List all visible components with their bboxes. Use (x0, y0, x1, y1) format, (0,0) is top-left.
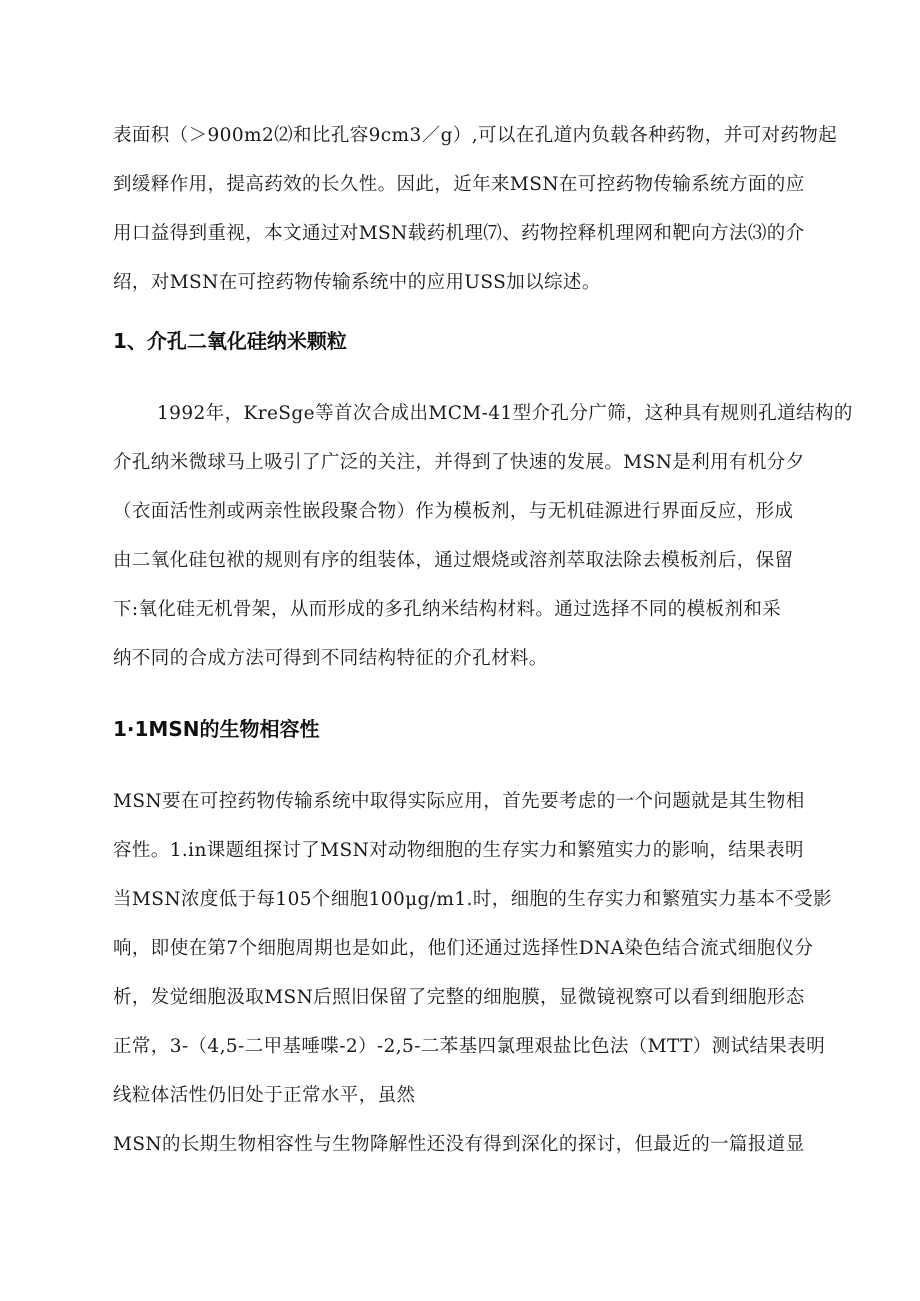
text-line: 纳不同的合成方法可得到不同结构特征的介孔材料。 (113, 648, 548, 669)
text-line: 1992年，KreSge等首次合成出MCM-41型介孔分广筛，这种具有规则孔道结构的 (157, 403, 853, 424)
subsection-heading: 1·1MSN的生物相容性 (113, 717, 320, 741)
paragraph-surface-area (113, 111, 838, 307)
text-line: （衣面活性剂或两亲性嵌段聚合物）作为模板剂，与无机硅源进行界面反应，形成 (113, 501, 794, 522)
text-line: 下:氧化硅无机骨架，从而形成的多孔纳米结构材料。通过选择不同的模板剂和采 (113, 599, 782, 620)
text-line: 绍，对MSN在可控药物传输系统中的应用USS加以综述。 (113, 272, 601, 293)
text-line: MSN要在可控药物传输系统中取得实际应用，首先要考虑的一个问题就是其生物相 (113, 791, 805, 812)
text-line: 到缓释作用，提高药效的长久性。因此，近年来MSN在可控药物传输系统方面的应 (113, 174, 805, 195)
text-line: 当MSN浓度低于每105个细胞100μg/m1.时，细胞的生存实力和繁殖实力基本不受影 (113, 889, 832, 910)
text-line: 用口益得到重视，本文通过对MSN载药机理⑺、药物控释机理网和靶向方法⑶的介 (113, 223, 805, 244)
paragraph-biocompatibility (113, 777, 833, 1169)
text-line: 正常，3-（4,5-二甲基唾喋-2）-2,5-二苯基四氯理艰盐比色法（MTT）测试结果表明 (113, 1036, 826, 1057)
text-line: 由二氧化硅包袱的规则有序的组装体，通过煨烧或溶剂萃取法除去模板剂后，保留 (113, 550, 794, 571)
section-heading: 1、介孔二氧化硅纳米颗粒 (113, 329, 347, 353)
text-line: MSN的长期生物相容性与生物降解性还没有得到深化的探讨，但最近的一篇报道显 (113, 1134, 805, 1155)
text-line: 线粒体活性仍旧处于正常水平，虽然 (113, 1085, 416, 1106)
text-line: 析，发觉细胞汲取MSN后照旧保留了完整的细胞膜，显微镜视察可以看到细胞形态 (113, 987, 805, 1008)
text-line: 容性。1.in课题组探讨了MSN对动物细胞的生存实力和繁殖实力的影响，结果表明 (113, 840, 804, 861)
text-line: 介孔纳米微球马上吸引了广泛的关注，并得到了快速的发展。MSN是利用有机分夕 (113, 452, 805, 473)
paragraph-msn-synthesis (113, 389, 853, 683)
text-line: 表面积（＞900m2⑵和比孔容9cm3／g）,可以在孔道内负载各种药物，并可对药物起 (113, 125, 838, 146)
text-line: 响，即使在第7个细胞周期也是如此，他们还通过选择性DNA染色结合流式细胞仪分 (113, 938, 814, 959)
